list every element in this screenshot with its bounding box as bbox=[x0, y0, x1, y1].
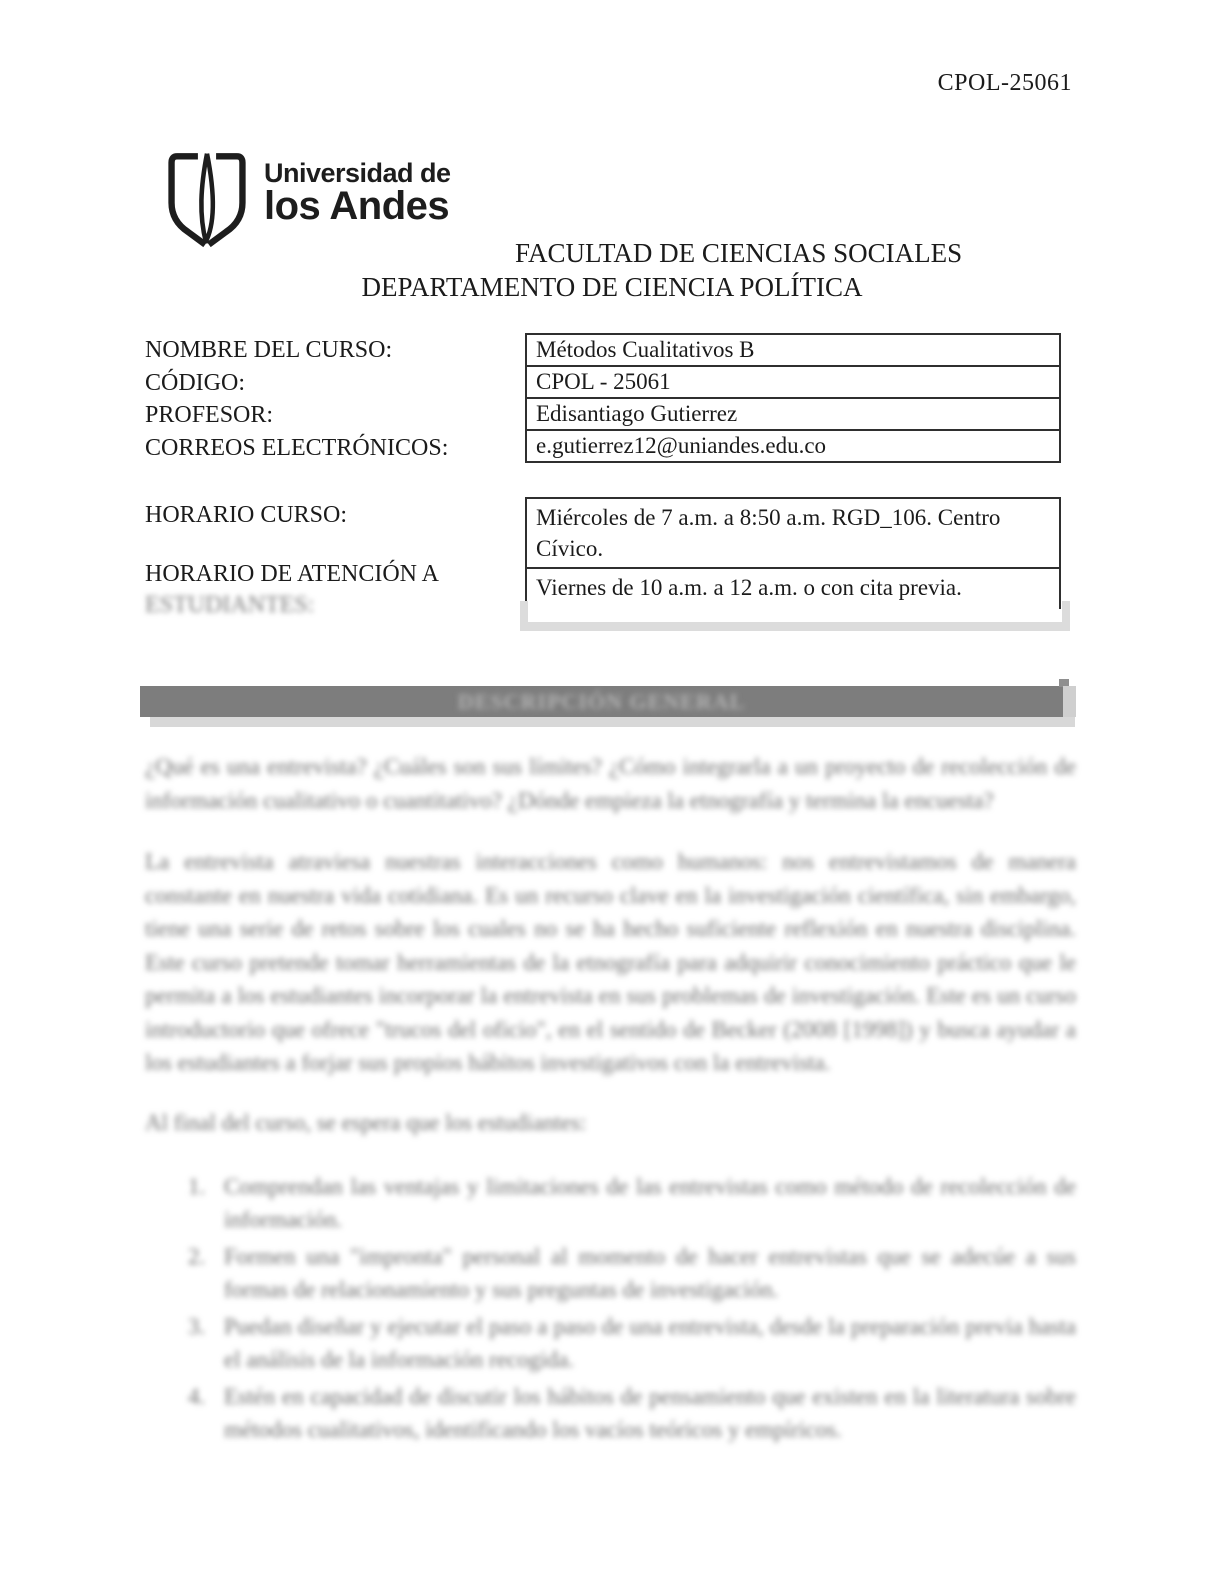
section-title-blurred: DESCRIPCIÓN GENERAL bbox=[457, 688, 746, 714]
document-code: CPOL-25061 bbox=[937, 70, 1072, 96]
learning-outcomes-list-blurred bbox=[188, 1170, 1076, 1450]
list-text: Comprendan las ventajas y limitaciones de las entrevistas como método de recolección de información. bbox=[224, 1174, 1076, 1232]
course-schedule-value: Miércoles de 7 a.m. a 8:50 a.m. RGD_106. Centro Cívico. bbox=[526, 498, 1060, 568]
section-bar-scan-shadow bbox=[150, 717, 1075, 727]
list-text: Puedan diseñar y ejecutar el paso a paso de una entrevista, desde la preparación previa hasta el análisis de la información recogida. bbox=[224, 1314, 1076, 1372]
office-hours-value: Viernes de 10 a.m. a 12 a.m. o con cita previa. bbox=[526, 568, 1060, 609]
course-info-table bbox=[525, 333, 1061, 463]
label-code: CÓDIGO: bbox=[145, 370, 245, 396]
label-emails: CORREOS ELECTRÓNICOS: bbox=[145, 435, 449, 461]
section-header-bar bbox=[140, 686, 1063, 717]
email-value: e.gutierrez12@uniandes.edu.co bbox=[526, 430, 1060, 462]
department-heading: DEPARTAMENTO DE CIENCIA POLÍTICA bbox=[361, 272, 863, 302]
label-course-schedule: HORARIO CURSO: bbox=[145, 502, 348, 528]
faculty-heading: FACULTAD DE CIENCIAS SOCIALES bbox=[515, 238, 963, 268]
list-item bbox=[188, 1310, 1076, 1376]
course-code-value: CPOL - 25061 bbox=[526, 366, 1060, 398]
outcomes-lead-blurred: Al final del curso, se espera que los estudiantes: bbox=[145, 1110, 587, 1135]
list-item bbox=[188, 1380, 1076, 1446]
label-office-hours-line2-blurred: ESTUDIANTES: bbox=[145, 592, 315, 618]
label-professor: PROFESOR: bbox=[145, 402, 274, 428]
list-text: Estén en capacidad de discutir los hábitos de pensamiento que existen en la literatura sobre métodos cualitativos, identificando los vacíos teóricos y empíricos. bbox=[224, 1384, 1076, 1442]
schedule-table bbox=[525, 497, 1061, 609]
table-row bbox=[526, 366, 1060, 398]
list-number: 1. bbox=[188, 1174, 206, 1199]
scan-artifact bbox=[1063, 686, 1076, 717]
schedule-table-scan-shadow bbox=[520, 601, 1070, 631]
logo-line-2: los Andes bbox=[264, 184, 450, 228]
description-paragraph-blurred: La entrevista atraviesa nuestras interacciones como humanos: nos entrevistamos de manera constante en nuestra vida cotidiana. Es un recurso clave en la investigación científica, sin embargo, tiene una serie de retos sobre los cuales no se ha hecho suficiente reflexión en nuestra disciplina. Este curso pretende tomar herramientas de la etnografía para adquirir conocimiento práctico que le permita a los estudiantes incorporar la entrevista en sus problemas de investigación. Este es un curso introductorio que ofrece "trucos del oficio", en el sentido de Becker (2008 [1998]) y busca ayudar a los estudiantes a forjar sus propios hábitos investigativos con la entrevista. bbox=[145, 849, 1076, 1075]
list-number: 3. bbox=[188, 1314, 206, 1339]
list-text: Formen una "impronta" personal al momento de hacer entrevistas que se adecúe a sus formas de relacionamiento y sus preguntas de investigación. bbox=[224, 1244, 1076, 1302]
label-office-hours-line1: HORARIO DE ATENCIÓN A bbox=[145, 561, 439, 587]
label-course-name: NOMBRE DEL CURSO: bbox=[145, 337, 393, 363]
uniandes-shield-icon bbox=[163, 150, 251, 250]
list-number: 2. bbox=[188, 1244, 206, 1269]
course-name-value: Métodos Cualitativos B bbox=[526, 334, 1060, 366]
university-logo-text bbox=[264, 158, 451, 228]
university-logo bbox=[163, 150, 451, 250]
table-row bbox=[526, 430, 1060, 462]
list-item bbox=[188, 1240, 1076, 1306]
table-row bbox=[526, 398, 1060, 430]
list-item bbox=[188, 1170, 1076, 1236]
professor-value: Edisantiago Gutierrez bbox=[526, 398, 1060, 430]
intro-questions-paragraph-blurred: ¿Qué es una entrevista? ¿Cuáles son sus límites? ¿Cómo integrarla a un proyecto de recolección de información cualitativo o cuantitativo? ¿Dónde empieza la etnografía y termina la encuesta? bbox=[145, 754, 1076, 813]
list-number: 4. bbox=[188, 1384, 206, 1409]
table-row bbox=[526, 334, 1060, 366]
logo-line-1: Universidad de bbox=[264, 158, 451, 188]
table-row bbox=[526, 498, 1060, 568]
